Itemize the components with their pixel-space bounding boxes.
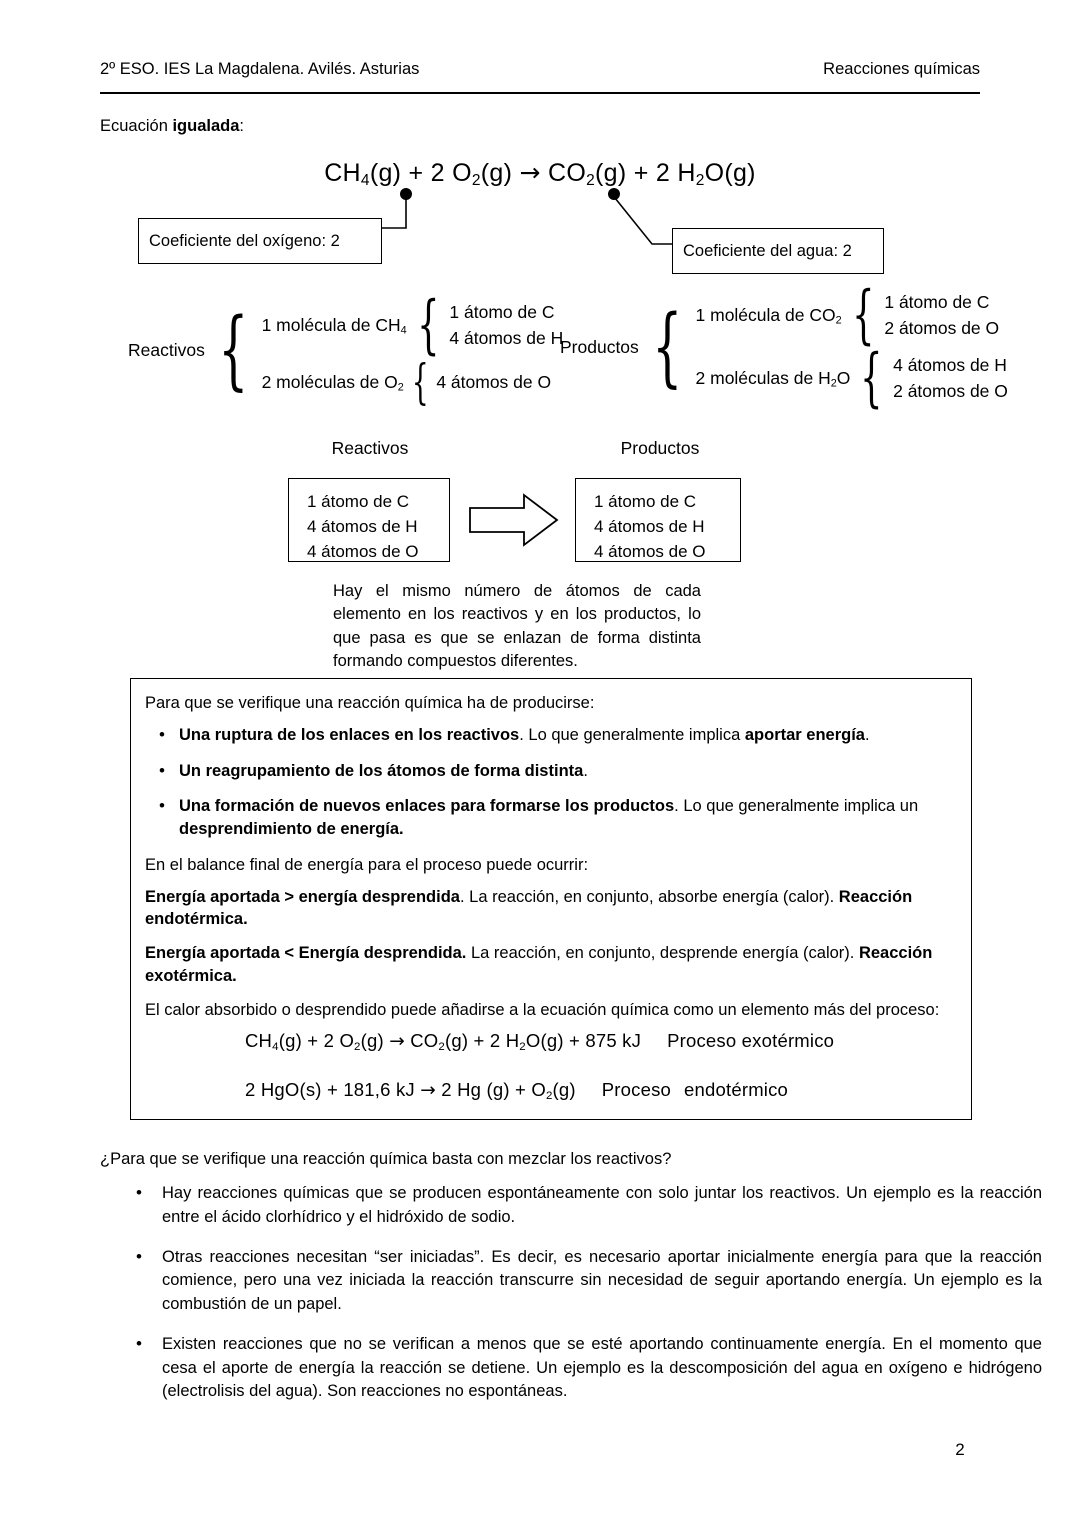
bottom-bullet-item: • Otras reacciones necesitan “ser iniciadas”. Es decir, es necesario aportar inicialmente energía para que la reacción comience, pero una vez iniciada la reacción transcurre sin necesidad de seguir aportando energía. Un ejemplo es la combustión de un papel.	[162, 1246, 1042, 1317]
bullet-plain-a: . Lo que generalmente implica un	[674, 797, 919, 816]
callout-box-oxygen-coefficient	[138, 218, 382, 264]
molecule-suffix: O	[836, 367, 851, 388]
reaction-arrow-icon: →	[420, 1080, 436, 1102]
frame-bullet-item	[175, 760, 955, 783]
atom-line: 1 átomo de C	[884, 292, 990, 313]
brace-row	[695, 278, 1008, 352]
atom-line: 2 átomos de O	[884, 317, 1000, 338]
brace-icon: {	[218, 300, 249, 401]
eq-sub: 4	[272, 1041, 279, 1054]
bullet-bold-a: Un reagrupamiento de los átomos de forma distinta	[179, 761, 584, 780]
frame-bullet-item	[175, 724, 955, 747]
eq-part: (g) + 2 H	[444, 1030, 520, 1052]
atom-list	[449, 300, 563, 351]
header-left-text: 2º ESO. IES La Magdalena. Avilés. Asturias	[100, 60, 420, 78]
eq-sub: 2	[545, 1090, 553, 1103]
atom-line: 4 átomos de H	[893, 355, 1007, 376]
eq-part: (g) + 2 H	[595, 159, 696, 187]
atom-list	[893, 353, 1008, 404]
intro-suffix: :	[239, 117, 244, 135]
eq-part: CO	[540, 159, 587, 187]
frame-bullet-item	[175, 795, 955, 841]
bullet-plain-a: . Lo que generalmente implica	[519, 725, 745, 744]
molecule-label	[696, 305, 842, 327]
equation-exothermic	[145, 1030, 955, 1053]
atom-line: 1 átomo de C	[594, 492, 697, 511]
brace-label-productos: Productos	[560, 336, 639, 357]
bottom-bullet-item: • Existen reacciones que no se verifican a menos que se esté aportando continuamente energía. En el momento que cesa el aporte de energía la reacción se detiene. Un ejemplo es la descomposición del agua en oxígeno e hidrógeno (electrolisis del agua). Son reacciones no espontáneas.	[162, 1333, 1042, 1404]
bullet-plain-a: .	[583, 761, 588, 780]
atom-line: 4 átomos de H	[307, 517, 418, 537]
framed-summary-box	[130, 678, 972, 1120]
eq-sub: 2	[471, 171, 481, 189]
brace-group-productos	[560, 278, 1008, 416]
intro-line	[100, 117, 244, 136]
comparison-note-text: Hay el mismo número de átomos de cada elemento en los reactivos y en los productos, lo que pasa es que se enlazan de forma distinta formando compuestos diferentes.	[333, 582, 701, 671]
endo-bold-a: Energía aportada > energía desprendida	[145, 887, 460, 906]
atom-line: 4 átomos de H	[594, 517, 705, 537]
endo-bold-b: Reacción endotérmica.	[145, 887, 913, 929]
eq-sub: 4	[360, 171, 370, 189]
eq-sub: 2	[519, 1041, 526, 1054]
page-number: 2	[955, 1440, 965, 1459]
frame-content	[131, 679, 971, 1102]
molecule-subscript: 2	[830, 377, 837, 390]
frame-exothermic-text	[145, 942, 955, 988]
equation-endothermic-label-a: Proceso	[601, 1079, 672, 1101]
brace-icon: {	[411, 354, 429, 411]
eq-part: (g)	[360, 1030, 390, 1052]
eq-part: CH	[324, 159, 361, 187]
bullet-bold-b: aportar energía	[744, 725, 865, 744]
frame-lead-text: Para que se verifique una reacción química ha de producirse:	[145, 694, 595, 712]
eq-part: (g) + 2 O	[278, 1030, 355, 1052]
comparison-box-reactivos	[288, 478, 450, 562]
equation-endothermic-label-b: endotérmico	[684, 1079, 789, 1101]
exo-bold-a: Energía aportada < Energía desprendida.	[145, 944, 467, 963]
bottom-bullet-list	[100, 1182, 1042, 1420]
eq-part: O(g) + 875 kJ	[525, 1030, 642, 1052]
brace-row	[695, 341, 1008, 416]
atom-line: 1 átomo de C	[307, 492, 410, 511]
atom-line: 4 átomos de O	[307, 542, 419, 562]
brace-icon: {	[652, 296, 683, 397]
molecule-text: 2 moléculas de H	[695, 367, 831, 388]
eq-sub: 2	[354, 1041, 361, 1054]
eq-sub: 2	[438, 1041, 445, 1054]
callout-water-text: Coeficiente del agua: 2	[683, 241, 852, 260]
bottom-question-text: ¿Para que se verifique una reacción química basta con mezclar los reactivos?	[100, 1150, 672, 1168]
comparison-box-productos	[575, 478, 741, 562]
exo-plain: La reacción, en conjunto, desprende energía (calor).	[466, 944, 859, 963]
molecule-label	[696, 368, 851, 390]
callout-oxygen-text: Coeficiente del oxígeno: 2	[149, 231, 340, 250]
intro-bold-word: igualada	[172, 117, 240, 135]
molecule-label	[262, 372, 404, 394]
molecule-subscript: 4	[400, 324, 407, 337]
block-arrow-icon	[468, 492, 560, 548]
eq-part: (g)	[480, 159, 520, 187]
brace-group-reactivos	[128, 288, 564, 411]
atom-line: 2 átomos de O	[893, 380, 1008, 401]
comparison-title-reactivos: Reactivos	[331, 438, 409, 458]
molecule-text: 2 moléculas de O	[261, 371, 398, 392]
frame-endothermic-text	[145, 886, 955, 932]
comparison-title-productos: Productos	[620, 438, 700, 458]
atom-line: 1 átomo de C	[449, 302, 555, 323]
brace-rows-reactivos	[261, 288, 564, 411]
brace-row	[261, 288, 564, 362]
eq-part: CH	[245, 1030, 273, 1052]
page-header	[100, 60, 980, 79]
eq-part: 2 Hg (g) + O	[435, 1079, 546, 1101]
molecule-text: 1 molécula de CH	[261, 314, 401, 335]
bullet-plain-b: .	[864, 725, 870, 744]
eq-part: 2 HgO(s) + 181,6 kJ	[245, 1079, 421, 1101]
callout-box-water-coefficient	[672, 228, 884, 274]
brace-icon: {	[860, 341, 883, 416]
brace-icon: {	[416, 288, 440, 362]
eq-sub: 2	[586, 171, 596, 189]
eq-part: CO	[404, 1030, 439, 1052]
frame-balance-lead: En el balance final de energía para el proceso puede ocurrir:	[145, 855, 589, 874]
eq-part: (g)	[552, 1079, 576, 1101]
brace-icon: {	[851, 278, 875, 352]
eq-part: (g) + 2 O	[369, 159, 472, 187]
eq-part: O(g)	[704, 159, 756, 187]
molecule-label	[262, 315, 407, 337]
brace-label-reactivos: Reactivos	[128, 340, 205, 361]
eq-sub: 2	[695, 171, 705, 189]
molecule-subscript: 2	[397, 381, 404, 394]
brace-rows-productos	[695, 278, 1008, 416]
frame-heat-text: El calor absorbido o desprendido puede añadirse a la ecuación química como un elemento más del proceso:	[145, 1000, 940, 1019]
exo-bold-b: Reacción exotérmica.	[145, 944, 933, 985]
atom-line: 4 átomos de O	[594, 542, 706, 562]
molecule-text: 1 molécula de CO	[695, 304, 836, 325]
molecule-subscript: 2	[835, 314, 842, 327]
equation-exothermic-label: Proceso exotérmico	[667, 1030, 835, 1052]
brace-row	[261, 354, 564, 411]
atom-line: 4 átomos de H	[449, 327, 564, 348]
intro-prefix: Ecuación	[100, 117, 173, 135]
bullet-bold-b: desprendimiento de energía.	[179, 820, 404, 839]
atom-list	[436, 370, 551, 395]
endo-plain: . La reacción, en conjunto, absorbe energía (calor).	[459, 887, 839, 906]
frame-bullet-list	[145, 724, 955, 841]
reaction-arrow-icon: →	[389, 1031, 405, 1053]
header-right-text: Reacciones químicas	[823, 60, 980, 78]
equation-endothermic	[145, 1079, 955, 1102]
header-divider-rule	[100, 92, 980, 94]
balanced-equation	[0, 158, 1080, 190]
bullet-bold-a: Una ruptura de los enlaces en los reactivos	[179, 725, 520, 744]
bottom-bullet-item: • Hay reacciones químicas que se producen espontáneamente con solo juntar los reactivos. Un ejemplo es la reacción entre el ácido clorhídrico y el hidróxido de sodio.	[162, 1182, 1042, 1230]
reaction-arrow-icon: →	[519, 158, 541, 187]
atom-line: 4 átomos de O	[436, 371, 552, 392]
atom-list	[884, 290, 999, 341]
bullet-bold-a: Una formación de nuevos enlaces para formarse los productos	[179, 797, 675, 816]
